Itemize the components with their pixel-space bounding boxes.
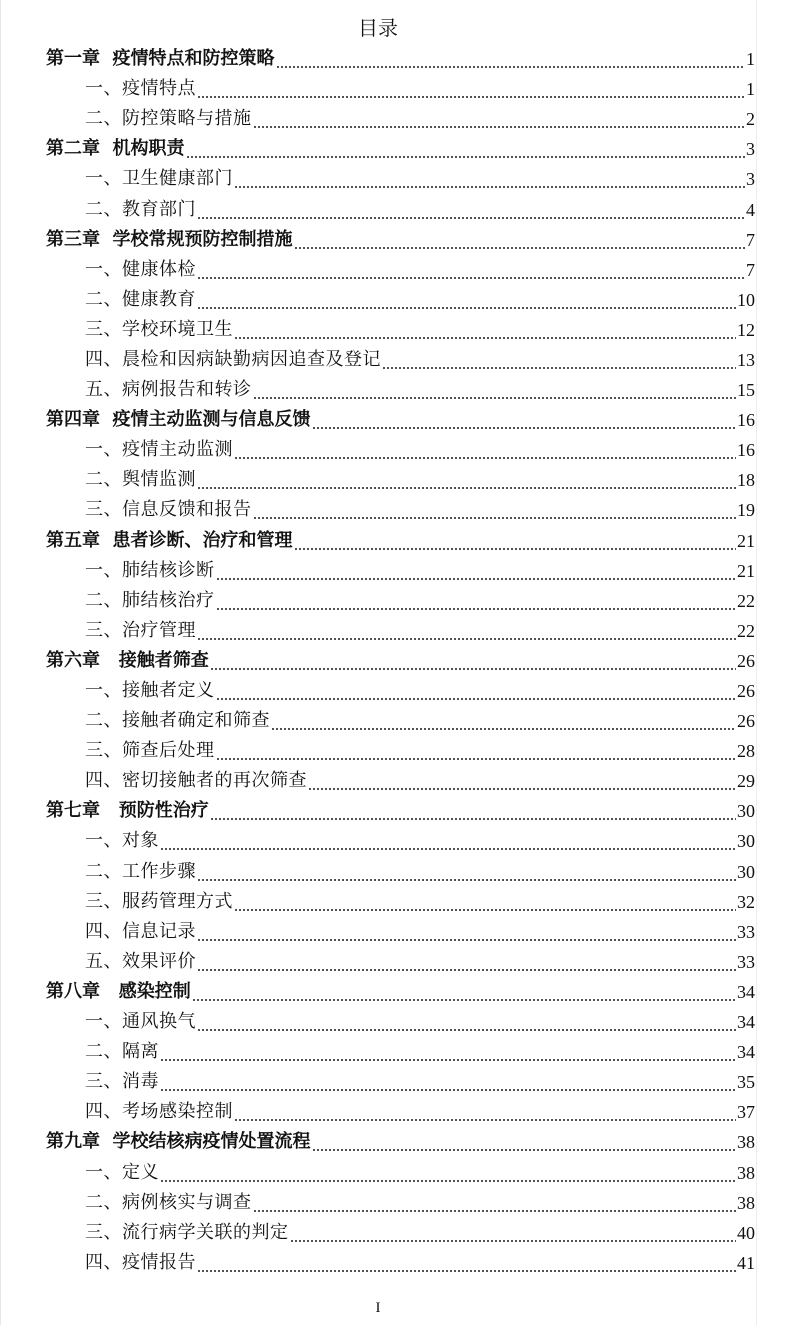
toc-page-number: 33 — [737, 951, 755, 972]
toc-entry-text: 三、消毒 — [85, 1071, 159, 1093]
toc-dot-leader — [312, 409, 736, 431]
toc-entry-text: 三、信息反馈和报告 — [85, 499, 252, 521]
toc-entry-text: 二、健康教育 — [85, 288, 196, 310]
toc-section-entry[interactable] — [0, 1037, 812, 1067]
toc-page-number: 30 — [737, 831, 755, 852]
toc-entry-text: 一、疫情特点 — [85, 78, 196, 100]
toc-dot-leader — [253, 379, 737, 401]
toc-page-number: 41 — [737, 1252, 755, 1273]
toc-dot-leader — [160, 1162, 736, 1184]
toc-entry-text: 二、工作步骤 — [85, 860, 196, 882]
toc-section-entry[interactable] — [0, 706, 812, 736]
toc-section-entry[interactable] — [0, 465, 812, 495]
toc-section-entry[interactable] — [0, 887, 812, 917]
toc-page-number: 19 — [737, 500, 755, 521]
toc-dot-leader — [276, 48, 745, 70]
toc-entry-text: 三、筛查后处理 — [85, 740, 215, 762]
toc-dot-leader — [234, 1101, 736, 1123]
toc-chapter-entry[interactable] — [0, 1127, 812, 1157]
toc-section-entry[interactable] — [0, 435, 812, 465]
toc-page-number: 28 — [737, 741, 755, 762]
toc-chapter-entry[interactable] — [0, 526, 812, 556]
toc-entry-text: 二、接触者确定和筛查 — [85, 710, 270, 732]
toc-dot-leader — [216, 590, 737, 612]
toc-chapter-entry[interactable] — [0, 977, 812, 1007]
toc-dot-leader — [197, 620, 736, 642]
toc-entry-text: 二、隔离 — [85, 1041, 159, 1063]
toc-dot-leader — [216, 560, 737, 582]
toc-dot-leader — [160, 1071, 736, 1093]
toc-page-number: 3 — [746, 139, 755, 160]
toc-dot-leader — [197, 469, 736, 491]
toc-entry-text: 第五章 患者诊断、治疗和管理 — [46, 529, 293, 551]
toc-page-number: 35 — [737, 1072, 755, 1093]
toc-section-entry[interactable] — [0, 164, 812, 194]
toc-entry-text: 三、学校环境卫生 — [85, 318, 233, 340]
toc-page-number: 30 — [737, 861, 755, 882]
toc-dot-leader — [197, 1011, 736, 1033]
toc-page-number: 1 — [746, 79, 755, 100]
toc-page-number: 32 — [737, 891, 755, 912]
toc-page-number: 34 — [737, 1012, 755, 1033]
toc-section-entry[interactable] — [0, 1067, 812, 1097]
toc-page-number: 21 — [737, 560, 755, 581]
toc-dot-leader — [197, 78, 745, 100]
toc-page-number: 4 — [746, 199, 755, 220]
toc-dot-leader — [160, 830, 736, 852]
toc-page-number: 26 — [737, 711, 755, 732]
toc-section-entry[interactable] — [0, 495, 812, 525]
toc-section-entry[interactable] — [0, 917, 812, 947]
toc-entry-text: 第八章 感染控制 — [46, 980, 191, 1002]
toc-dot-leader — [216, 740, 737, 762]
toc-chapter-entry[interactable] — [0, 134, 812, 164]
toc-entry-text: 二、防控策略与措施 — [85, 108, 252, 130]
toc-dot-leader — [382, 349, 736, 371]
toc-dot-leader — [312, 1131, 736, 1153]
toc-page-number: 38 — [737, 1192, 755, 1213]
toc-entry-text: 五、病例报告和转诊 — [85, 379, 252, 401]
toc-entry-text: 一、肺结核诊断 — [85, 559, 215, 581]
toc-entry-text: 一、定义 — [85, 1161, 159, 1183]
toc-dot-leader — [210, 800, 736, 822]
toc-section-entry[interactable] — [0, 616, 812, 646]
toc-page-number: 34 — [737, 1042, 755, 1063]
toc-entry-text: 第三章 学校常规预防控制措施 — [46, 228, 293, 250]
toc-section-entry[interactable] — [0, 736, 812, 766]
toc-section-entry[interactable] — [0, 1248, 812, 1278]
toc-dot-leader — [192, 981, 736, 1003]
toc-dot-leader — [186, 138, 745, 160]
toc-dot-leader — [234, 319, 736, 341]
toc-dot-leader — [290, 1222, 737, 1244]
toc-page-number: 22 — [737, 590, 755, 611]
toc-page-number: 18 — [737, 470, 755, 491]
toc-page-number: 26 — [737, 681, 755, 702]
toc-entry-text: 三、治疗管理 — [85, 619, 196, 641]
toc-dot-leader — [197, 199, 745, 221]
toc-section-entry[interactable] — [0, 586, 812, 616]
toc-page-number: 29 — [737, 771, 755, 792]
toc-section-entry[interactable] — [0, 375, 812, 405]
toc-dot-leader — [197, 259, 745, 281]
toc-dot-leader — [160, 1041, 736, 1063]
toc-entry-text: 三、服药管理方式 — [85, 890, 233, 912]
toc-chapter-entry[interactable] — [0, 44, 812, 74]
toc-page-number: 38 — [737, 1162, 755, 1183]
toc-page-number: 12 — [737, 319, 755, 340]
toc-entry-text: 二、病例核实与调查 — [85, 1191, 252, 1213]
toc-page-number: 7 — [746, 229, 755, 250]
toc-list — [0, 44, 812, 1278]
toc-section-entry[interactable] — [0, 285, 812, 315]
toc-entry-text: 四、晨检和因病缺勤病因追查及登记 — [85, 348, 381, 370]
toc-page-number: 38 — [737, 1132, 755, 1153]
toc-dot-leader — [294, 229, 745, 251]
toc-entry-text: 一、接触者定义 — [85, 680, 215, 702]
toc-entry-text: 第四章 疫情主动监测与信息反馈 — [46, 409, 311, 431]
toc-entry-text: 四、信息记录 — [85, 920, 196, 942]
toc-dot-leader — [197, 289, 736, 311]
toc-dot-leader — [197, 951, 736, 973]
toc-entry-text: 四、密切接触者的再次筛查 — [85, 770, 307, 792]
toc-section-entry[interactable] — [0, 826, 812, 856]
toc-section-entry[interactable] — [0, 556, 812, 586]
toc-entry-text: 一、疫情主动监测 — [85, 439, 233, 461]
toc-dot-leader — [234, 891, 736, 913]
toc-page-number: 16 — [737, 410, 755, 431]
toc-page-number: 21 — [737, 530, 755, 551]
toc-section-entry[interactable] — [0, 104, 812, 134]
toc-dot-leader — [253, 499, 737, 521]
toc-section-entry[interactable] — [0, 947, 812, 977]
toc-dot-leader — [197, 921, 736, 943]
toc-entry-text: 一、对象 — [85, 830, 159, 852]
toc-page-number: 1 — [746, 49, 755, 70]
toc-chapter-entry[interactable] — [0, 405, 812, 435]
toc-dot-leader — [294, 530, 736, 552]
toc-page-number: 13 — [737, 349, 755, 370]
toc-dot-leader — [308, 770, 736, 792]
toc-section-entry[interactable] — [0, 1007, 812, 1037]
toc-entry-text: 四、疫情报告 — [85, 1251, 196, 1273]
toc-section-entry[interactable] — [0, 74, 812, 104]
toc-page-number: 30 — [737, 801, 755, 822]
toc-dot-leader — [271, 710, 736, 732]
toc-chapter-entry[interactable] — [0, 646, 812, 676]
toc-entry-text: 第六章 接触者筛查 — [46, 649, 209, 671]
toc-page-number: 34 — [737, 981, 755, 1002]
toc-entry-text: 一、卫生健康部门 — [85, 168, 233, 190]
toc-entry-text: 二、肺结核治疗 — [85, 589, 215, 611]
toc-dot-leader — [216, 680, 737, 702]
toc-entry-text: 三、流行病学关联的判定 — [85, 1221, 289, 1243]
toc-entry-text: 二、舆情监测 — [85, 469, 196, 491]
toc-section-entry[interactable] — [0, 1218, 812, 1248]
toc-dot-leader — [234, 439, 736, 461]
toc-entry-text: 五、效果评价 — [85, 950, 196, 972]
toc-section-entry[interactable] — [0, 1157, 812, 1187]
toc-entry-text: 一、健康体检 — [85, 258, 196, 280]
toc-section-entry[interactable] — [0, 255, 812, 285]
toc-dot-leader — [197, 861, 736, 883]
toc-page-number: 15 — [737, 380, 755, 401]
toc-page-number: 16 — [737, 440, 755, 461]
toc-page-number: 7 — [746, 259, 755, 280]
toc-section-entry[interactable] — [0, 766, 812, 796]
toc-entry-text: 第七章 预防性治疗 — [46, 800, 209, 822]
toc-dot-leader — [234, 168, 745, 190]
toc-entry-text: 一、通风换气 — [85, 1011, 196, 1033]
toc-dot-leader — [197, 1252, 736, 1274]
toc-entry-text: 第九章 学校结核病疫情处置流程 — [46, 1131, 311, 1153]
toc-entry-text: 第二章 机构职责 — [46, 138, 185, 160]
toc-dot-leader — [253, 108, 746, 130]
toc-section-entry[interactable] — [0, 1188, 812, 1218]
toc-entry-text: 第一章 疫情特点和防控策略 — [46, 48, 275, 70]
toc-page-number: 40 — [737, 1222, 755, 1243]
toc-section-entry[interactable] — [0, 676, 812, 706]
toc-section-entry[interactable] — [0, 315, 812, 345]
toc-page-number: 3 — [746, 169, 755, 190]
toc-page-number: 26 — [737, 650, 755, 671]
toc-entry-text: 四、考场感染控制 — [85, 1101, 233, 1123]
toc-page-number: 2 — [746, 109, 755, 130]
toc-dot-leader — [253, 1192, 737, 1214]
toc-chapter-entry[interactable] — [0, 796, 812, 826]
toc-entry-text: 二、教育部门 — [85, 198, 196, 220]
toc-title: 目录 — [358, 16, 398, 40]
toc-chapter-entry[interactable] — [0, 225, 812, 255]
toc-dot-leader — [210, 650, 736, 672]
page-footer-number: I — [375, 1300, 381, 1316]
toc-section-entry[interactable] — [0, 345, 812, 375]
toc-page-number: 37 — [737, 1102, 755, 1123]
toc-page-number: 22 — [737, 620, 755, 641]
toc-section-entry[interactable] — [0, 857, 812, 887]
toc-section-entry[interactable] — [0, 1097, 812, 1127]
toc-section-entry[interactable] — [0, 194, 812, 224]
toc-page-number: 10 — [737, 289, 755, 310]
toc-page-number: 33 — [737, 921, 755, 942]
